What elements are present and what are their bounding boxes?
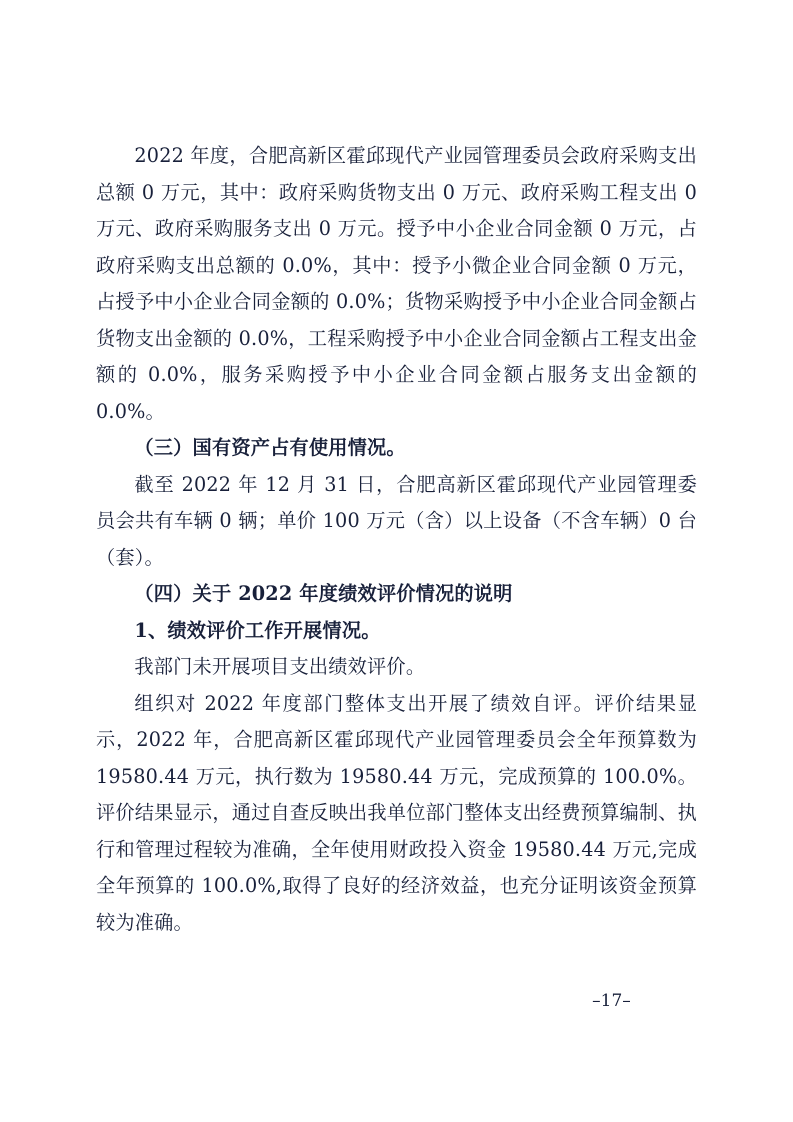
- heading-state-assets: （三）国有资产占有使用情况。: [134, 436, 406, 459]
- paragraph-self-evaluation-results: 组织对 2022 年度部门整体支出开展了绩效自评。评价结果显示，2022 年，合肥高新区霍邱现代产业园管理委员会全年预算数为 19580.44 万元，执行数为 19580.44 万元，完成预算的 100.0%。评价结果显示，通过自查反映出我单位部门整体支出经费预算编制、执行和管理过程较为准确，全年使用财政投入资金 19580.44 万元,完成全年预算的 100.0%,取得了良好的经济效益，也充分证明该资金预算较为准确。: [96, 691, 698, 934]
- heading-performance-evaluation-work: 1、绩效评价工作开展情况。: [134, 618, 381, 642]
- heading-performance-evaluation: （四）关于 2022 年度绩效评价情况的说明: [134, 582, 513, 605]
- paragraph-state-assets: 截至 2022 年 12 月 31 日，合肥高新区霍邱现代产业园管理委员会共有车辆 0 辆；单价 100 万元（含）以上设备（不含车辆）0 台（套）。: [96, 472, 697, 569]
- paragraph-government-procurement: 2022 年度，合肥高新区霍邱现代产业园管理委员会政府采购支出总额 0 万元，其中：政府采购货物支出 0 万元、政府采购工程支出 0 万元、政府采购服务支出 0 万元。授予中小企业合同金额 0 万元，占政府采购支出总额的 0.0%，其中：授予小微企业合同金额 0 万元，占授予中小企业合同金额的 0.0%；货物采购授予中小企业合同金额占货物支出金额的 0.0%，工程采购授予中小企业合同金额占工程支出金额的 0.0%，服务采购授予中小企业合同金额占服务支出金额的 0.0%。: [96, 144, 697, 423]
- page-number: –17–: [592, 991, 631, 1011]
- document-body: [96, 138, 697, 941]
- paragraph-no-project-evaluation: 我部门未开展项目支出绩效评价。: [134, 655, 426, 678]
